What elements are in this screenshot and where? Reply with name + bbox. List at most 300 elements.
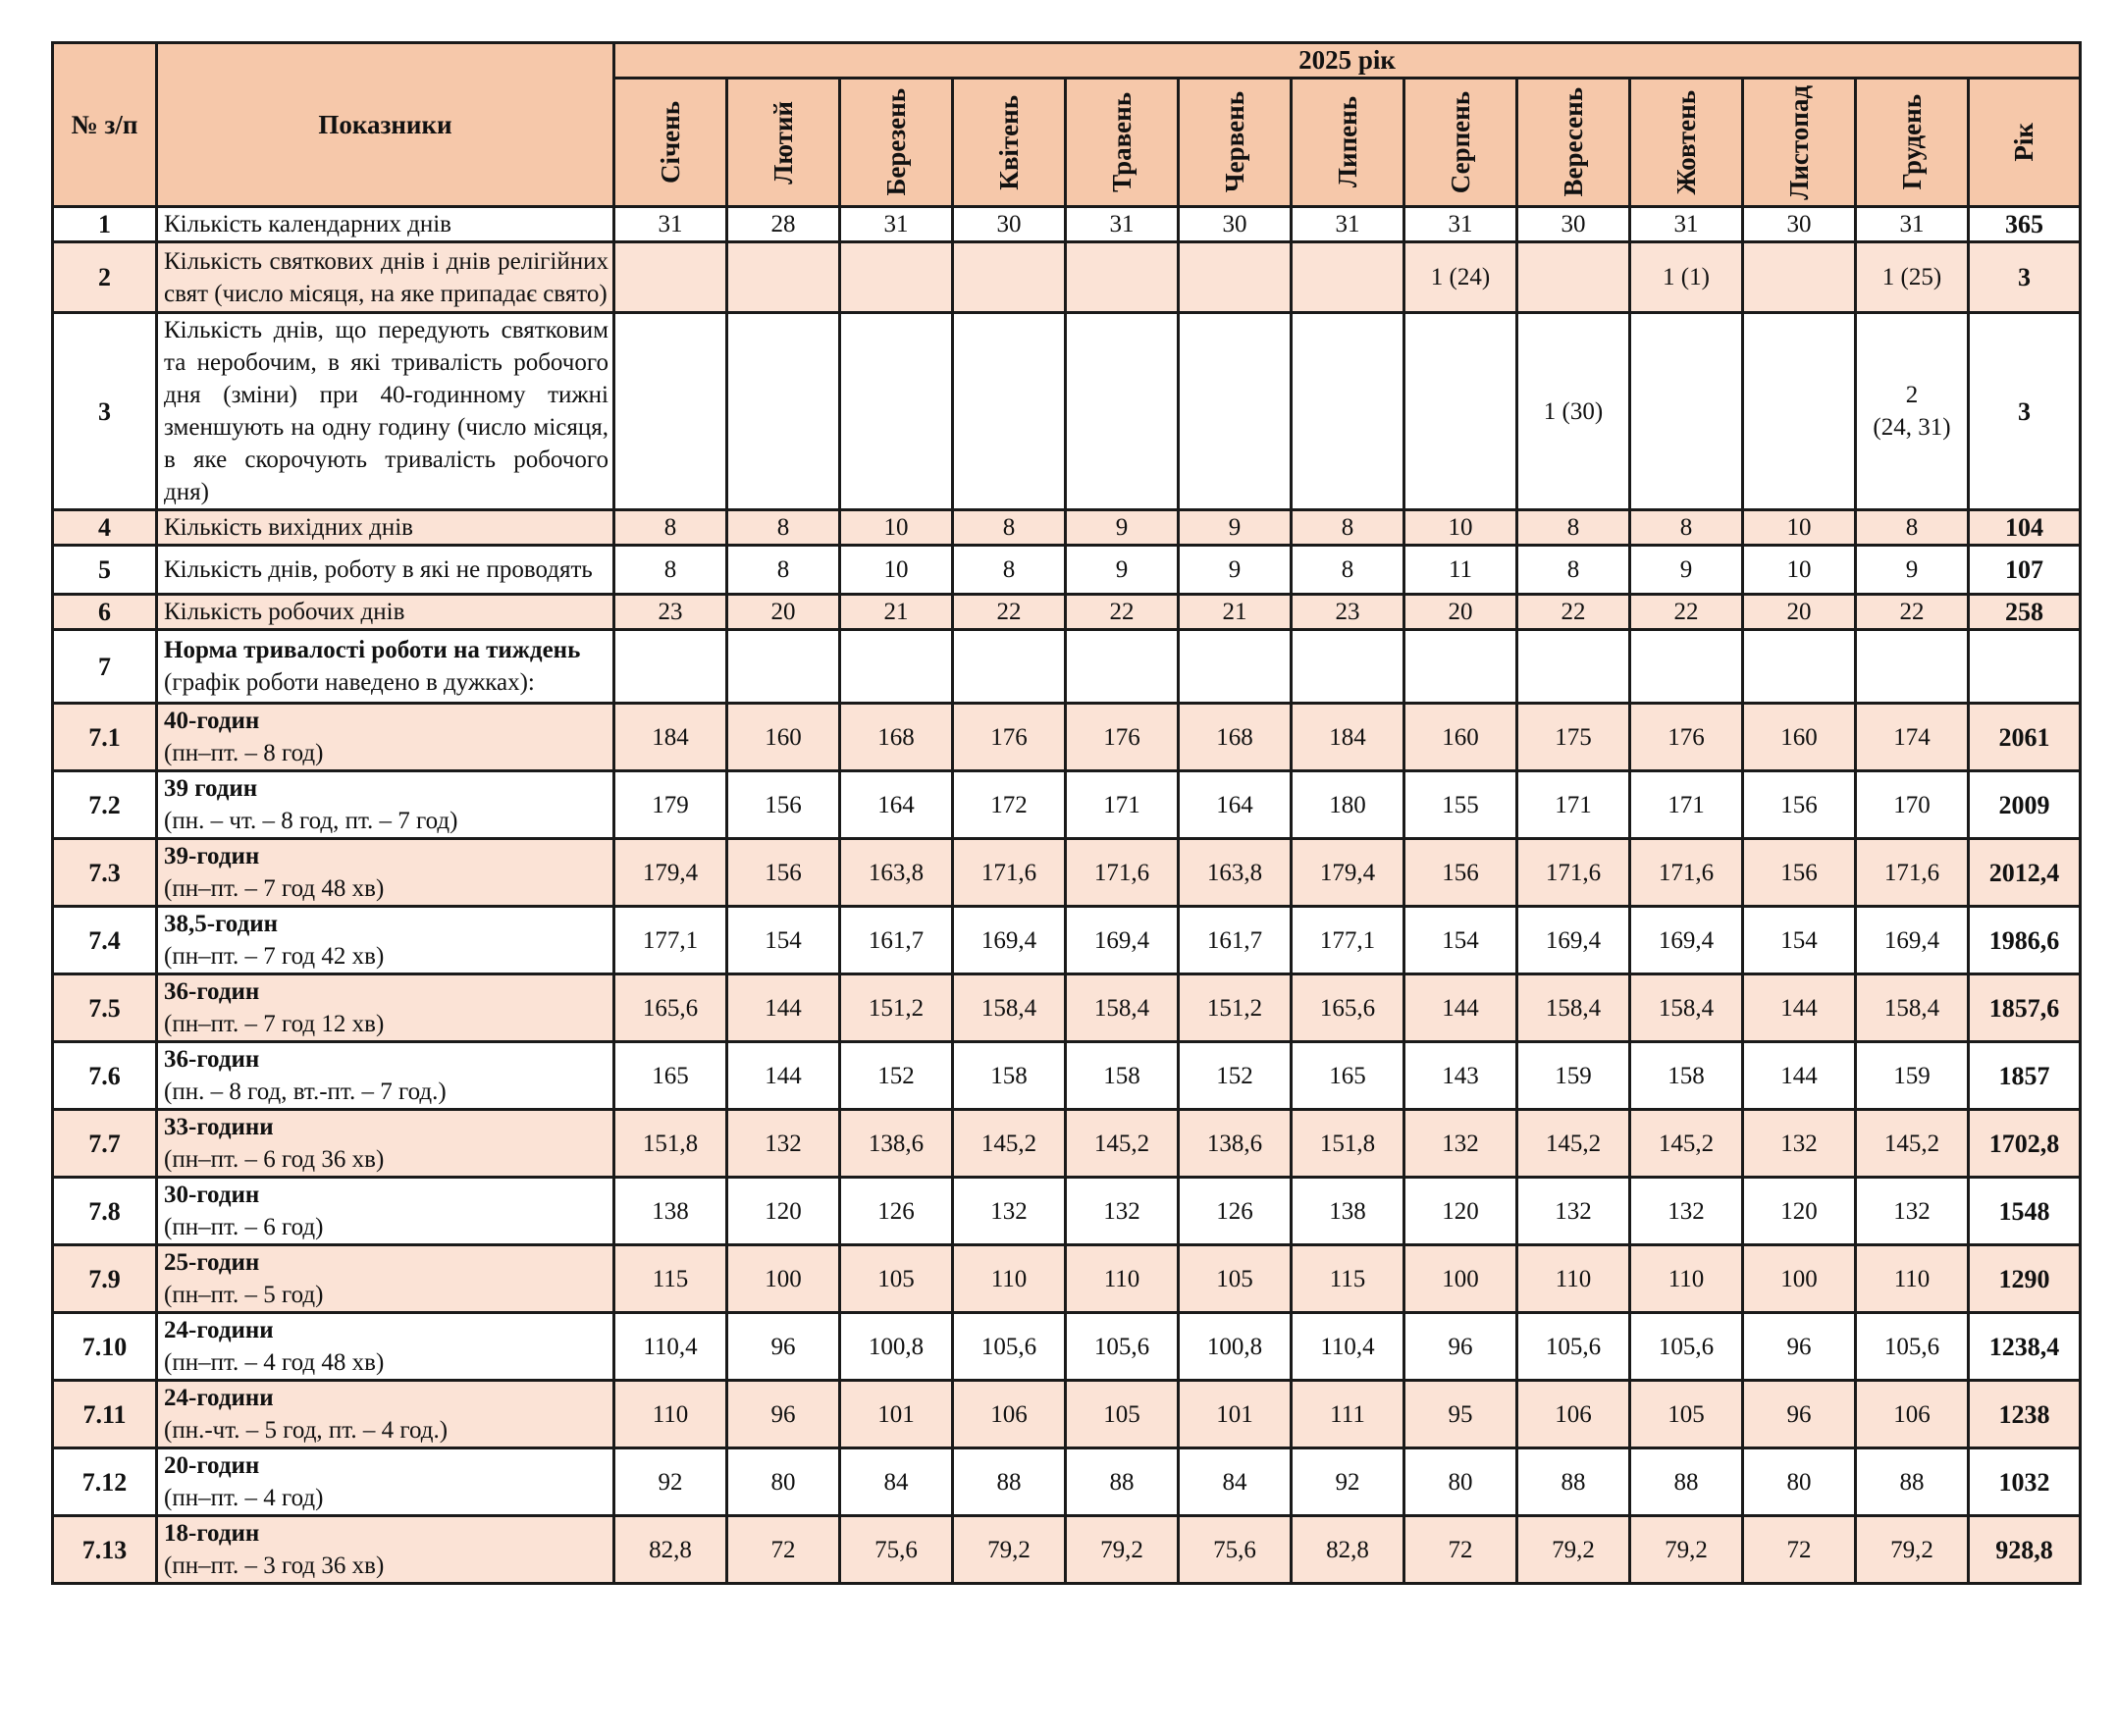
month-value: 174 xyxy=(1856,704,1969,771)
month-value: 106 xyxy=(953,1381,1066,1448)
month-value: 96 xyxy=(1743,1381,1856,1448)
row-indicator xyxy=(157,630,614,704)
month-value: 184 xyxy=(614,704,727,771)
row-number: 7.7 xyxy=(53,1110,157,1178)
month-value: 171 xyxy=(1066,771,1179,839)
month-value: 9 xyxy=(1179,510,1292,546)
month-value: 105,6 xyxy=(953,1313,1066,1381)
year-total-value xyxy=(1969,630,2081,704)
table-row xyxy=(53,704,2081,771)
indicator-schedule: (пн–пт. – 7 год 12 хв) xyxy=(164,1011,385,1037)
month-value: 8 xyxy=(614,510,727,546)
indicator-label: Кількість календарних днів xyxy=(164,211,451,237)
month-value: 115 xyxy=(1292,1245,1404,1313)
month-value: 143 xyxy=(1404,1042,1517,1110)
month-value: 100 xyxy=(1743,1245,1856,1313)
month-value: 145,2 xyxy=(953,1110,1066,1178)
month-value: 165,6 xyxy=(614,974,727,1042)
month-value: 177,1 xyxy=(614,907,727,974)
month-value: 75,6 xyxy=(840,1516,953,1584)
month-value: 95 xyxy=(1404,1381,1517,1448)
row-indicator xyxy=(157,510,614,546)
month-value: 161,7 xyxy=(840,907,953,974)
month-value xyxy=(1743,313,1856,510)
month-value: 105,6 xyxy=(1630,1313,1743,1381)
row-number: 5 xyxy=(53,546,157,595)
month-value: 8 xyxy=(1630,510,1743,546)
working-time-table xyxy=(51,41,2082,1585)
month-value: 80 xyxy=(1743,1448,1856,1516)
month-value xyxy=(840,242,953,313)
header-month xyxy=(614,79,727,207)
month-value: 171,6 xyxy=(1517,839,1630,907)
indicator-schedule: (пн. – чт. – 8 год, пт. – 7 год) xyxy=(164,808,458,834)
month-value: 20 xyxy=(1743,595,1856,630)
indicator-label: Кількість робочих днів xyxy=(164,599,405,625)
month-value: 126 xyxy=(1179,1178,1292,1245)
year-total-value: 2009 xyxy=(1969,771,2081,839)
month-value: 158,4 xyxy=(1856,974,1969,1042)
indicator-title: 30-годин xyxy=(164,1182,260,1208)
header-indicators: Показники xyxy=(157,43,614,207)
row-indicator xyxy=(157,704,614,771)
month-value: 8 xyxy=(1292,510,1404,546)
row-number: 7.2 xyxy=(53,771,157,839)
table-row xyxy=(53,630,2081,704)
month-value: 106 xyxy=(1517,1381,1630,1448)
month-value: 1 (30) xyxy=(1517,313,1630,510)
month-value: 23 xyxy=(614,595,727,630)
row-number: 7.8 xyxy=(53,1178,157,1245)
month-value: 132 xyxy=(1404,1110,1517,1178)
indicator-title: 36-годин xyxy=(164,978,260,1005)
month-value xyxy=(727,630,840,704)
month-value: 100,8 xyxy=(1179,1313,1292,1381)
month-value: 151,2 xyxy=(840,974,953,1042)
year-total-value: 2061 xyxy=(1969,704,2081,771)
month-value: 159 xyxy=(1856,1042,1969,1110)
row-indicator xyxy=(157,974,614,1042)
month-value: 88 xyxy=(1066,1448,1179,1516)
month-value: 23 xyxy=(1292,595,1404,630)
indicator-schedule: (графік роботи наведено в дужках): xyxy=(164,669,535,696)
indicator-title: 36-годин xyxy=(164,1046,260,1073)
header-month-label: Лютий xyxy=(767,100,798,184)
month-value: 105 xyxy=(1630,1381,1743,1448)
month-value: 8 xyxy=(727,510,840,546)
year-total-value: 258 xyxy=(1969,595,2081,630)
indicator-schedule: (пн–пт. – 6 год 36 хв) xyxy=(164,1146,385,1173)
month-value: 156 xyxy=(1743,839,1856,907)
table-row xyxy=(53,1110,2081,1178)
table-row xyxy=(53,207,2081,242)
month-value xyxy=(1292,242,1404,313)
month-value: 168 xyxy=(1179,704,1292,771)
month-value: 22 xyxy=(1066,595,1179,630)
year-total-value: 365 xyxy=(1969,207,2081,242)
row-number: 7.3 xyxy=(53,839,157,907)
month-value: 110 xyxy=(1517,1245,1630,1313)
row-number: 7.1 xyxy=(53,704,157,771)
month-value: 158 xyxy=(953,1042,1066,1110)
month-value: 151,2 xyxy=(1179,974,1292,1042)
table-header xyxy=(53,43,2081,207)
month-value: 79,2 xyxy=(1630,1516,1743,1584)
month-value: 144 xyxy=(727,1042,840,1110)
table-row xyxy=(53,1042,2081,1110)
month-value: 20 xyxy=(1404,595,1517,630)
month-value: 164 xyxy=(840,771,953,839)
month-value: 30 xyxy=(1179,207,1292,242)
month-value: 8 xyxy=(953,510,1066,546)
month-value: 177,1 xyxy=(1292,907,1404,974)
month-value: 120 xyxy=(1404,1178,1517,1245)
month-value: 163,8 xyxy=(1179,839,1292,907)
month-value: 138 xyxy=(614,1178,727,1245)
header-month xyxy=(840,79,953,207)
year-total-value: 1290 xyxy=(1969,1245,2081,1313)
month-value: 169,4 xyxy=(1066,907,1179,974)
header-month xyxy=(1856,79,1969,207)
month-value-line: (24, 31) xyxy=(1873,414,1951,441)
month-value xyxy=(840,313,953,510)
table-row xyxy=(53,1313,2081,1381)
indicator-title: 18-годин xyxy=(164,1520,260,1547)
month-value: 8 xyxy=(1292,546,1404,595)
indicator-schedule: (пн–пт. – 8 год) xyxy=(164,740,324,766)
year-total-value: 104 xyxy=(1969,510,2081,546)
row-indicator xyxy=(157,1110,614,1178)
indicator-title: 33-години xyxy=(164,1114,274,1140)
row-indicator xyxy=(157,907,614,974)
month-value: 176 xyxy=(1630,704,1743,771)
header-month xyxy=(1743,79,1856,207)
month-value: 30 xyxy=(1743,207,1856,242)
month-value: 96 xyxy=(727,1313,840,1381)
month-value: 169,4 xyxy=(1517,907,1630,974)
month-value: 165 xyxy=(1292,1042,1404,1110)
month-value: 138 xyxy=(1292,1178,1404,1245)
header-month-label: Березень xyxy=(880,88,911,196)
row-indicator xyxy=(157,242,614,313)
indicator-label: Кількість вихідних днів xyxy=(164,514,413,541)
month-value: 152 xyxy=(840,1042,953,1110)
month-value: 171,6 xyxy=(953,839,1066,907)
month-value xyxy=(1517,630,1630,704)
header-year-total-label: Рік xyxy=(2009,123,2039,162)
month-value: 164 xyxy=(1179,771,1292,839)
month-value: 96 xyxy=(727,1381,840,1448)
header-number: № з/п xyxy=(53,43,157,207)
month-value: 138,6 xyxy=(840,1110,953,1178)
month-value: 110,4 xyxy=(1292,1313,1404,1381)
month-value xyxy=(1179,313,1292,510)
month-value: 1 (1) xyxy=(1630,242,1743,313)
row-indicator xyxy=(157,313,614,510)
month-value: 22 xyxy=(1856,595,1969,630)
indicator-schedule: (пн–пт. – 4 год) xyxy=(164,1485,324,1511)
month-value: 105 xyxy=(1179,1245,1292,1313)
month-value: 172 xyxy=(953,771,1066,839)
indicator-label: Кількість святкових днів і днів релігійних свят (число місяця, на яке припадає свято) xyxy=(164,247,609,307)
row-number: 7.13 xyxy=(53,1516,157,1584)
month-value: 132 xyxy=(1743,1110,1856,1178)
month-value: 10 xyxy=(840,510,953,546)
month-value: 165,6 xyxy=(1292,974,1404,1042)
year-total-value: 1857 xyxy=(1969,1042,2081,1110)
header-month-label: Серпень xyxy=(1445,90,1475,194)
month-value: 145,2 xyxy=(1066,1110,1179,1178)
month-value: 144 xyxy=(727,974,840,1042)
month-value: 144 xyxy=(1743,974,1856,1042)
month-value xyxy=(614,630,727,704)
month-value: 151,8 xyxy=(614,1110,727,1178)
month-value: 79,2 xyxy=(1856,1516,1969,1584)
month-value: 9 xyxy=(1630,546,1743,595)
header-year-total xyxy=(1969,79,2081,207)
month-value: 132 xyxy=(727,1110,840,1178)
table-row xyxy=(53,313,2081,510)
working-time-norm-document xyxy=(51,41,2079,1585)
month-value: 176 xyxy=(1066,704,1179,771)
row-number: 7.11 xyxy=(53,1381,157,1448)
month-value: 8 xyxy=(1517,546,1630,595)
month-value: 79,2 xyxy=(1066,1516,1179,1584)
indicator-title: 39 годин xyxy=(164,775,258,802)
month-value: 145,2 xyxy=(1517,1110,1630,1178)
month-value xyxy=(1630,630,1743,704)
indicator-schedule: (пн–пт. – 7 год 48 хв) xyxy=(164,875,385,902)
month-value xyxy=(1292,313,1404,510)
year-total-value: 1857,6 xyxy=(1969,974,2081,1042)
row-indicator xyxy=(157,1245,614,1313)
month-value xyxy=(1179,242,1292,313)
year-total-value: 1548 xyxy=(1969,1178,2081,1245)
month-value: 151,8 xyxy=(1292,1110,1404,1178)
month-value: 132 xyxy=(953,1178,1066,1245)
year-total-value: 1032 xyxy=(1969,1448,2081,1516)
header-month-label: Січень xyxy=(655,100,685,184)
month-value: 96 xyxy=(1404,1313,1517,1381)
header-month-label: Листопад xyxy=(1783,84,1814,200)
month-value: 10 xyxy=(1743,510,1856,546)
month-value: 158 xyxy=(1066,1042,1179,1110)
month-value: 152 xyxy=(1179,1042,1292,1110)
month-value: 110 xyxy=(953,1245,1066,1313)
header-month xyxy=(1066,79,1179,207)
month-value: 144 xyxy=(1743,1042,1856,1110)
row-indicator xyxy=(157,207,614,242)
month-value: 158,4 xyxy=(1630,974,1743,1042)
indicator-title: 38,5-годин xyxy=(164,911,279,937)
row-number: 7.5 xyxy=(53,974,157,1042)
month-value: 30 xyxy=(953,207,1066,242)
month-value: 144 xyxy=(1404,974,1517,1042)
month-value: 115 xyxy=(614,1245,727,1313)
month-value: 92 xyxy=(1292,1448,1404,1516)
header-month xyxy=(953,79,1066,207)
month-value: 180 xyxy=(1292,771,1404,839)
month-value: 31 xyxy=(1292,207,1404,242)
header-month-label: Липень xyxy=(1332,96,1362,188)
month-value: 22 xyxy=(953,595,1066,630)
month-value: 170 xyxy=(1856,771,1969,839)
year-total-value: 3 xyxy=(1969,313,2081,510)
indicator-title: 24-години xyxy=(164,1385,274,1411)
indicator-schedule: (пн.-чт. – 5 год, пт. – 4 год.) xyxy=(164,1417,449,1444)
year-total-value: 928,8 xyxy=(1969,1516,2081,1584)
header-month-label: Квітень xyxy=(993,94,1024,190)
month-value: 31 xyxy=(1066,207,1179,242)
month-value: 110 xyxy=(614,1381,727,1448)
month-value: 132 xyxy=(1630,1178,1743,1245)
header-month xyxy=(1404,79,1517,207)
month-value: 156 xyxy=(727,771,840,839)
month-value: 1 (25) xyxy=(1856,242,1969,313)
month-value: 106 xyxy=(1856,1381,1969,1448)
month-value: 163,8 xyxy=(840,839,953,907)
month-value: 179,4 xyxy=(614,839,727,907)
row-indicator xyxy=(157,771,614,839)
row-number: 7.6 xyxy=(53,1042,157,1110)
year-total-value: 107 xyxy=(1969,546,2081,595)
month-value xyxy=(953,242,1066,313)
year-total-value: 2012,4 xyxy=(1969,839,2081,907)
month-value: 31 xyxy=(1856,207,1969,242)
month-value: 31 xyxy=(840,207,953,242)
month-value: 156 xyxy=(1743,771,1856,839)
row-indicator xyxy=(157,1448,614,1516)
month-value: 10 xyxy=(840,546,953,595)
month-value: 72 xyxy=(1404,1516,1517,1584)
header-month-label: Жовтень xyxy=(1670,89,1701,195)
month-value xyxy=(1066,313,1179,510)
month-value: 105 xyxy=(840,1245,953,1313)
table-row xyxy=(53,771,2081,839)
month-value: 84 xyxy=(840,1448,953,1516)
month-value: 110 xyxy=(1856,1245,1969,1313)
year-total-value: 1238 xyxy=(1969,1381,2081,1448)
month-value: 22 xyxy=(1517,595,1630,630)
month-value: 80 xyxy=(1404,1448,1517,1516)
table-row xyxy=(53,546,2081,595)
table-row xyxy=(53,510,2081,546)
month-value: 160 xyxy=(1743,704,1856,771)
row-number: 7.4 xyxy=(53,907,157,974)
table-row xyxy=(53,595,2081,630)
row-number: 7.9 xyxy=(53,1245,157,1313)
row-indicator xyxy=(157,595,614,630)
month-value: 80 xyxy=(727,1448,840,1516)
row-indicator xyxy=(157,1178,614,1245)
month-value: 126 xyxy=(840,1178,953,1245)
header-year: 2025 рік xyxy=(614,43,2081,79)
month-value xyxy=(840,630,953,704)
month-value: 20 xyxy=(727,595,840,630)
table-row xyxy=(53,242,2081,313)
month-value: 158,4 xyxy=(1517,974,1630,1042)
table-row xyxy=(53,1381,2081,1448)
month-value: 110,4 xyxy=(614,1313,727,1381)
table-row xyxy=(53,1516,2081,1584)
row-number: 1 xyxy=(53,207,157,242)
month-value xyxy=(727,313,840,510)
indicator-title: 24-години xyxy=(164,1317,274,1343)
month-value: 79,2 xyxy=(953,1516,1066,1584)
month-value: 184 xyxy=(1292,704,1404,771)
month-value: 31 xyxy=(1630,207,1743,242)
month-value: 11 xyxy=(1404,546,1517,595)
month-value: 179 xyxy=(614,771,727,839)
month-value: 8 xyxy=(1517,510,1630,546)
header-month xyxy=(1517,79,1630,207)
year-total-value: 1238,4 xyxy=(1969,1313,2081,1381)
row-number: 7 xyxy=(53,630,157,704)
indicator-label: Кількість днів, що передують святковим та неробочим, в які тривалість робочого дня (зміни) при 40-годинному тижні зменшують на одну годину (число місяця, в яке скорочують тривалість робочого дня) xyxy=(164,317,609,505)
header-month-label: Грудень xyxy=(1896,94,1927,190)
month-value: 21 xyxy=(840,595,953,630)
month-value: 168 xyxy=(840,704,953,771)
year-total-value: 1986,6 xyxy=(1969,907,2081,974)
month-value: 22 xyxy=(1630,595,1743,630)
month-value: 154 xyxy=(1404,907,1517,974)
indicator-schedule: (пн–пт. – 6 год) xyxy=(164,1214,324,1240)
month-value: 8 xyxy=(727,546,840,595)
month-value: 88 xyxy=(1630,1448,1743,1516)
month-value: 105,6 xyxy=(1856,1313,1969,1381)
month-value: 175 xyxy=(1517,704,1630,771)
row-indicator xyxy=(157,1381,614,1448)
month-value: 28 xyxy=(727,207,840,242)
indicator-title: Норма тривалості роботи на тиждень xyxy=(164,637,581,663)
month-value: 88 xyxy=(953,1448,1066,1516)
month-value: 8 xyxy=(1856,510,1969,546)
month-value: 8 xyxy=(614,546,727,595)
indicator-schedule: (пн. – 8 год, вт.-пт. – 7 год.) xyxy=(164,1078,447,1105)
header-month-label: Травень xyxy=(1106,92,1137,192)
month-value: 105,6 xyxy=(1066,1313,1179,1381)
month-value: 154 xyxy=(1743,907,1856,974)
table-row xyxy=(53,907,2081,974)
month-value: 9 xyxy=(1856,546,1969,595)
month-value: 132 xyxy=(1066,1178,1179,1245)
month-value: 165 xyxy=(614,1042,727,1110)
month-value: 158,4 xyxy=(953,974,1066,1042)
header-month xyxy=(1179,79,1292,207)
row-indicator xyxy=(157,1313,614,1381)
month-value: 161,7 xyxy=(1179,907,1292,974)
month-value: 9 xyxy=(1179,546,1292,595)
month-value xyxy=(1179,630,1292,704)
month-value: 100 xyxy=(1404,1245,1517,1313)
month-value xyxy=(1404,313,1517,510)
month-value xyxy=(1517,242,1630,313)
row-number: 3 xyxy=(53,313,157,510)
row-number: 7.10 xyxy=(53,1313,157,1381)
month-value: 72 xyxy=(1743,1516,1856,1584)
month-value: 171 xyxy=(1517,771,1630,839)
month-value: 171,6 xyxy=(1856,839,1969,907)
month-value xyxy=(1743,242,1856,313)
header-month-label: Червень xyxy=(1219,91,1249,193)
month-value: 10 xyxy=(1404,510,1517,546)
month-value: 110 xyxy=(1630,1245,1743,1313)
table-row xyxy=(53,1245,2081,1313)
month-value: 171,6 xyxy=(1630,839,1743,907)
indicator-schedule: (пн–пт. – 7 год 42 хв) xyxy=(164,943,385,970)
header-month-label: Вересень xyxy=(1558,87,1588,197)
row-indicator xyxy=(157,839,614,907)
